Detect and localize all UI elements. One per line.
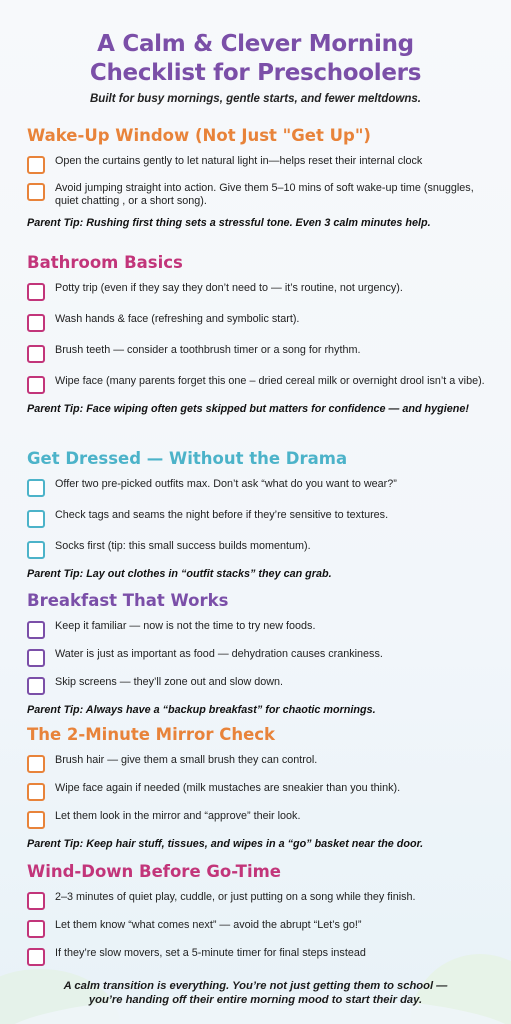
checkbox[interactable]: [27, 156, 45, 174]
section-get-dressed: [27, 449, 487, 581]
checkbox[interactable]: [27, 948, 45, 966]
list-item: [27, 478, 487, 497]
checkbox[interactable]: [27, 783, 45, 801]
checkbox[interactable]: [27, 920, 45, 938]
checkbox[interactable]: [27, 376, 45, 394]
parent-tip: Parent Tip: Rushing first thing sets a stressful tone. Even 3 calm minutes help.: [27, 217, 431, 229]
item-text: Let them know “what comes next” — avoid the abrupt “Let’s go!”: [55, 919, 362, 931]
item-text: Water is just as important as food — dehydration causes crankiness.: [55, 648, 383, 660]
item-text: Wash hands & face (refreshing and symbolic start).: [55, 313, 300, 325]
footer-note: [30, 979, 481, 1007]
item-text: Avoid jumping straight into action. Give them 5–10 mins of soft wake-up time (snuggles, quiet chatting , or a short song).: [55, 182, 474, 207]
section-title: Wake-Up Window (Not Just "Get Up"): [27, 126, 371, 145]
title-line-2: Checklist for Preschoolers: [89, 60, 422, 86]
list-item: [27, 344, 487, 363]
checkbox[interactable]: [27, 283, 45, 301]
item-text: Brush teeth — consider a toothbrush timer or a song for rhythm.: [55, 344, 361, 356]
list-item: [27, 182, 487, 208]
checkbox[interactable]: [27, 479, 45, 497]
section-bathroom: [27, 253, 487, 416]
list-item: [27, 313, 487, 332]
title-line-1: A Calm & Clever Morning: [97, 31, 414, 57]
list-item: [27, 754, 487, 773]
page-subtitle: Built for busy mornings, gentle starts, and fewer meltdowns.: [90, 93, 421, 105]
checkbox[interactable]: [27, 314, 45, 332]
list-item: [27, 509, 487, 528]
checkbox[interactable]: [27, 510, 45, 528]
checkbox[interactable]: [27, 892, 45, 910]
checkbox[interactable]: [27, 677, 45, 695]
item-text: Socks first (tip: this small success builds momentum).: [55, 540, 311, 552]
checkbox[interactable]: [27, 621, 45, 639]
item-text: Skip screens — they’ll zone out and slow down.: [55, 676, 284, 688]
parent-tip: Parent Tip: Keep hair stuff, tissues, and wipes in a “go” basket near the door.: [27, 838, 424, 850]
list-item: [27, 540, 487, 559]
section-title: Wind-Down Before Go-Time: [27, 862, 281, 881]
list-item: [27, 891, 487, 910]
section-title: Get Dressed — Without the Drama: [27, 449, 348, 468]
item-text: Offer two pre-picked outfits max. Don’t ask “what do you want to wear?”: [55, 478, 397, 490]
page-title: [0, 30, 511, 88]
section-title: The 2-Minute Mirror Check: [27, 725, 276, 744]
section-mirror-check: [27, 725, 487, 851]
section-title: Bathroom Basics: [27, 253, 183, 272]
parent-tip: Parent Tip: Face wiping often gets skipped but matters for confidence — and hygiene!: [27, 403, 469, 415]
item-text: Wipe face again if needed (milk mustaches are sneakier than you think).: [55, 782, 401, 794]
section-title: Breakfast That Works: [27, 591, 229, 610]
item-text: Brush hair — give them a small brush they can control.: [55, 754, 318, 766]
item-text: Keep it familiar — now is not the time to try new foods.: [55, 620, 316, 632]
checkbox[interactable]: [27, 811, 45, 829]
list-item: [27, 282, 487, 301]
checkbox[interactable]: [27, 649, 45, 667]
footer-line-1: A calm transition is everything. You’re not just getting them to school —: [63, 980, 448, 992]
section-wind-down: [27, 862, 487, 974]
list-item: [27, 782, 487, 801]
item-text: Open the curtains gently to let natural light in—helps reset their internal clock: [55, 155, 423, 167]
parent-tip: Parent Tip: Lay out clothes in “outfit stacks” they can grab.: [27, 568, 332, 580]
list-item: [27, 375, 487, 394]
list-item: [27, 919, 487, 938]
list-item: [27, 947, 487, 966]
list-item: [27, 620, 487, 639]
list-item: [27, 648, 487, 667]
footer-line-2: you’re handing off their entire morning mood to start their day.: [88, 994, 423, 1006]
checkbox[interactable]: [27, 755, 45, 773]
item-text: 2–3 minutes of quiet play, cuddle, or just putting on a song while they finish.: [55, 891, 416, 903]
checkbox[interactable]: [27, 345, 45, 363]
item-text: Check tags and seams the night before if they’re sensitive to textures.: [55, 509, 389, 521]
list-item: [27, 155, 487, 174]
list-item: [27, 676, 487, 695]
list-item: [27, 810, 487, 829]
section-breakfast: [27, 591, 487, 717]
parent-tip: Parent Tip: Always have a “backup breakfast” for chaotic mornings.: [27, 704, 376, 716]
item-text: Potty trip (even if they say they don’t need to — it’s routine, not urgency).: [55, 282, 403, 294]
section-wake-up: [27, 126, 487, 230]
checkbox[interactable]: [27, 183, 45, 201]
item-text: Wipe face (many parents forget this one – dried cereal milk or overnight drool isn’t a vibe).: [55, 375, 485, 387]
item-text: If they’re slow movers, set a 5-minute timer for final steps instead: [55, 947, 366, 959]
item-text: Let them look in the mirror and “approve” their look.: [55, 810, 301, 822]
checkbox[interactable]: [27, 541, 45, 559]
